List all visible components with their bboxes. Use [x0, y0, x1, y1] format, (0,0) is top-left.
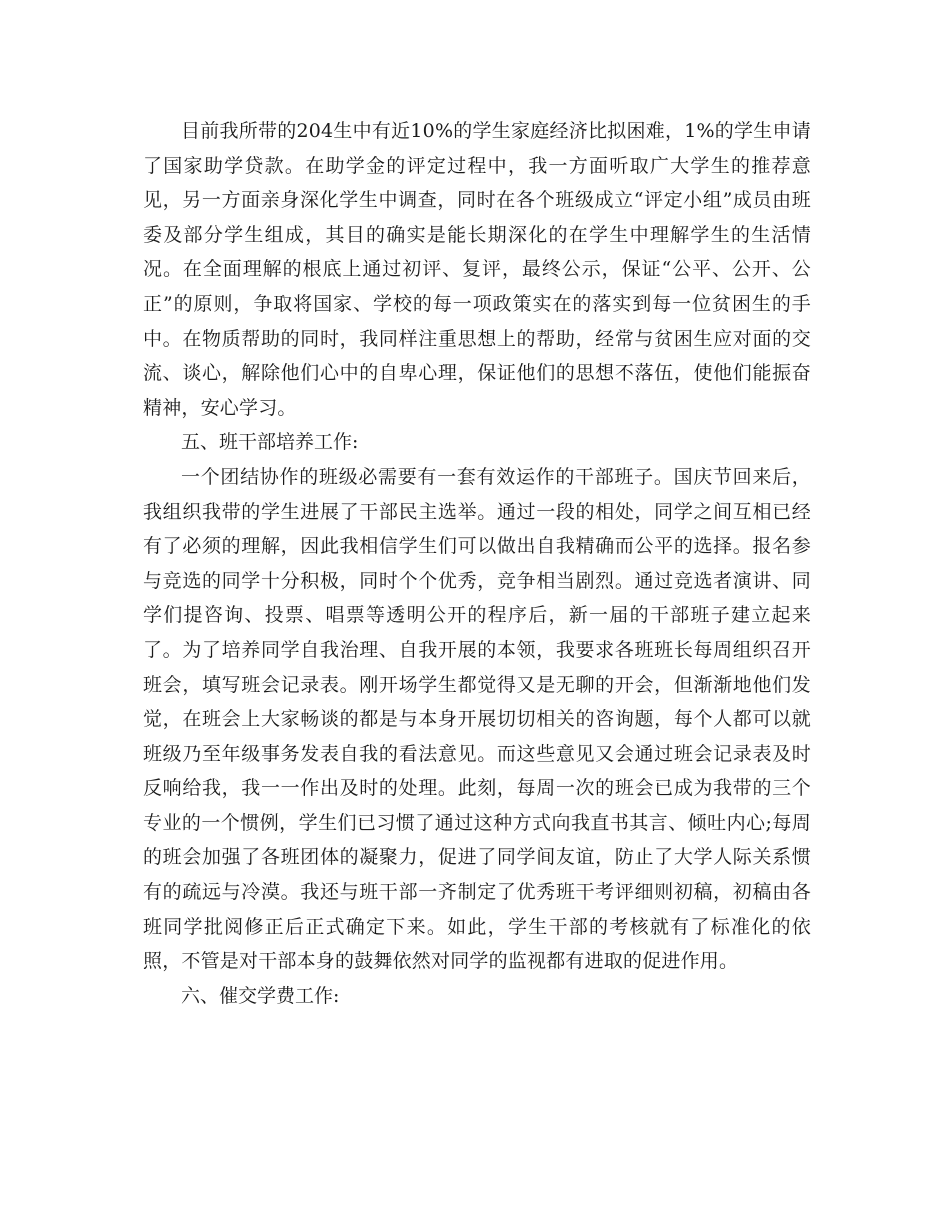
section-heading-class-cadre-training: 五、班干部培养工作: [181, 431, 359, 454]
paragraph-financial-aid: 目前我所带的204生中有近10%的学生家庭经济比拟困难，1%的学生申请了国家助学贷款。在助学金的评定过程中，我一方面听取广大学生的推荐意见，另一方面亲身深化学生中调查，同时在各个班级成立“评定小组”成员由班委及部分学生组成，其目的确实是能长期深化的在学生中理解学生的生活情况。在全面理解的根底上通过初评、复评，最终公示，保证“公平、公开、公正”的原则，争取将国家、学校的每一项政策实在的落实到每一位贫困生的手中。在物质帮助的同时，我同样注重思想上的帮助，经常与贫困生应对面的交流、谈心，解除他们心中的自卑心理，保证他们的思想不落伍，使他们能振奋精神，安心学习。 [143, 120, 811, 419]
document-body [143, 114, 811, 1013]
paragraph-class-cadre-training: 一个团结协作的班级必需要有一套有效运作的干部班子。国庆节回来后，我组织我带的学生进展了干部民主选举。通过一段的相处，同学之间互相已经有了必须的理解，因此我相信学生们可以做出自我精确而公平的选择。报名参与竞选的同学十分积极，同时个个优秀，竞争相当剧烈。通过竞选者演讲、同学们提咨询、投票、唱票等透明公开的程序后，新一届的干部班子建立起来了。为了培养同学自我治理、自我开展的本领，我要求各班班长每周组织召开班会，填写班会记录表。刚开场学生都觉得又是无聊的开会，但渐渐地他们发觉，在班会上大家畅谈的都是与本身开展切切相关的咨询题，每个人都可以就班级乃至年级事务发表自我的看法意见。而这些意见又会通过班会记录表及时反响给我，我一一作出及时的处理。此刻，每周一次的班会已成为我带的三个专业的一个惯例，学生们已习惯了通过这种方式向我直书其言、倾吐内心;每周的班会加强了各班团体的凝聚力，促进了同学间友谊，防止了大学人际关系惯有的疏远与冷漠。我还与班干部一齐制定了优秀班干考评细则初稿，初稿由各班同学批阅修正后正式确定下来。如此，学生干部的考核就有了标准化的依照，不管是对干部本身的鼓舞依然对同学的监视都有进取的促进作用。 [143, 465, 811, 973]
section-heading-tuition-collection: 六、催交学费工作: [181, 984, 340, 1007]
